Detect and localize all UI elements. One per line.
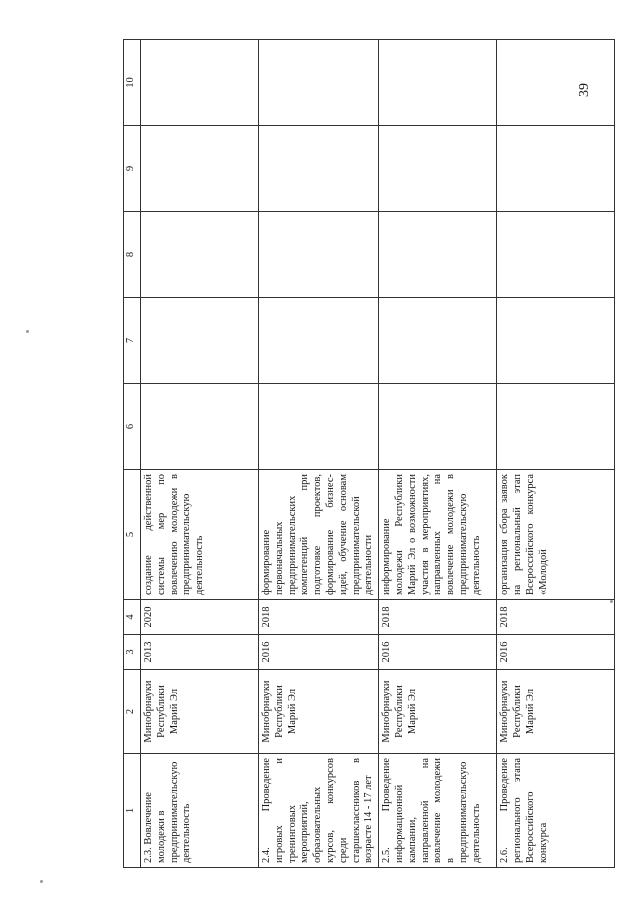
- scan-speck: [610, 600, 613, 603]
- executor-cell: Минобрнауки Республики Марий Эл: [259, 670, 379, 754]
- result-cell: формирование первоначальных предпринимательских компетенций при подготовке проектов, формирование бизнес-идей, обучение основам предпринимательской деятельности: [259, 470, 379, 600]
- end-year-cell: 2020: [141, 600, 259, 635]
- header-cell: 1: [124, 754, 141, 868]
- start-year-cell: 2013: [141, 635, 259, 670]
- empty-cell: [497, 298, 615, 384]
- empty-cell: [379, 40, 497, 126]
- empty-cell: [497, 126, 615, 212]
- empty-cell: [497, 212, 615, 298]
- measure-name-cell: 2.4. Проведение игровых и тренинговых мероприятий, образовательных курсов, конкурсов среди старшеклассников в возрасте 14 - 17 лет: [259, 754, 379, 868]
- header-cell: 7: [124, 298, 141, 384]
- empty-cell: [141, 126, 259, 212]
- empty-cell: [379, 126, 497, 212]
- result-cell: организация сбора заявок на региональный этап Всероссийского конкурса «Молодой: [497, 470, 615, 600]
- header-cell: 10: [124, 40, 141, 126]
- scan-speck: [26, 330, 29, 333]
- empty-cell: [141, 40, 259, 126]
- end-year-cell: 2018: [259, 600, 379, 635]
- empty-cell: [497, 40, 615, 126]
- empty-cell: [379, 384, 497, 470]
- end-year-cell: 2018: [379, 600, 497, 635]
- empty-cell: [259, 384, 379, 470]
- measure-name-cell: 2.5. Проведение информационной кампании, направленной на вовлечение молодежи в предпринимательскую деятельность: [379, 754, 497, 868]
- rotated-table-wrapper: [123, 40, 630, 868]
- result-cell: информирование молодежи Республики Марий Эл о возможности участия в мероприятиях, направленных на вовлечение молодежи в предпринимательскую деятельность: [379, 470, 497, 600]
- header-row: [124, 40, 141, 868]
- empty-cell: [379, 298, 497, 384]
- header-cell: 8: [124, 212, 141, 298]
- executor-cell: Минобрнауки Республики Марий Эл: [379, 670, 497, 754]
- table-row: [379, 40, 497, 868]
- header-cell: 3: [124, 635, 141, 670]
- program-table: [123, 39, 615, 868]
- header-cell: 4: [124, 600, 141, 635]
- page-number: 39: [577, 83, 592, 97]
- empty-cell: [497, 384, 615, 470]
- header-cell: 5: [124, 470, 141, 600]
- empty-cell: [259, 298, 379, 384]
- measure-name-cell: 2.6. Проведение регионального этапа Всероссийского конкурса: [497, 754, 615, 868]
- empty-cell: [259, 40, 379, 126]
- executor-cell: Минобрнауки Республики Марий Эл: [497, 670, 615, 754]
- end-year-cell: 2018: [497, 600, 615, 635]
- start-year-cell: 2016: [259, 635, 379, 670]
- empty-cell: [259, 212, 379, 298]
- start-year-cell: 2016: [497, 635, 615, 670]
- header-cell: 9: [124, 126, 141, 212]
- header-cell: 6: [124, 384, 141, 470]
- empty-cell: [379, 212, 497, 298]
- header-cell: 2: [124, 670, 141, 754]
- start-year-cell: 2016: [379, 635, 497, 670]
- executor-cell: Минобрнауки Республики Марий Эл: [141, 670, 259, 754]
- empty-cell: [141, 298, 259, 384]
- result-cell: создание действенной системы мер по вовлечению молодежи в предпринимательскую деятельность: [141, 470, 259, 600]
- empty-cell: [141, 384, 259, 470]
- table-row: [141, 40, 259, 868]
- empty-cell: [141, 212, 259, 298]
- table-row: [497, 40, 615, 868]
- measure-name-cell: 2.3. Вовлечение молодежи в предпринимательскую деятельность: [141, 754, 259, 868]
- table-row: [259, 40, 379, 868]
- empty-cell: [259, 126, 379, 212]
- scan-speck: [40, 880, 43, 883]
